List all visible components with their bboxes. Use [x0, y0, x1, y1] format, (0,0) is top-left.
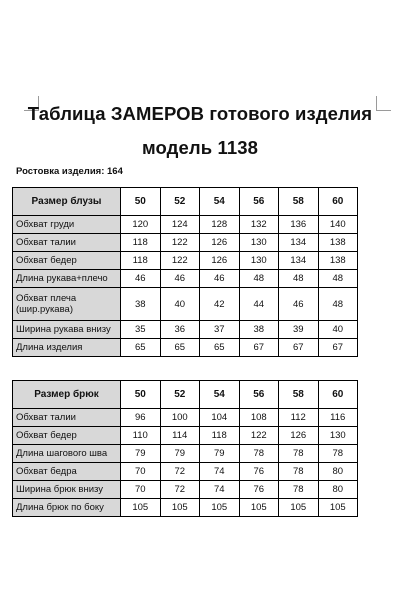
table-row [13, 463, 358, 481]
measurement-value: 78 [279, 481, 319, 499]
measurement-value: 48 [279, 270, 319, 288]
measurement-value: 124 [160, 216, 200, 234]
model-number: модель 1138 [141, 137, 259, 158]
size-header-cell: 60 [318, 188, 358, 216]
measurement-label: Длина рукава+плечо [13, 270, 121, 288]
measurement-value: 46 [121, 270, 161, 288]
measurement-value: 140 [318, 216, 358, 234]
size-header-cell: 50 [121, 188, 161, 216]
measurement-value: 118 [121, 234, 161, 252]
size-header-label: Размер блузы [13, 188, 121, 216]
table-header-row [13, 381, 358, 409]
measurement-value: 70 [121, 463, 161, 481]
measurement-value: 126 [279, 427, 319, 445]
measurement-label: Обхват бедра [13, 463, 121, 481]
measurement-value: 118 [121, 252, 161, 270]
measurement-value: 72 [160, 463, 200, 481]
table-row [13, 409, 358, 427]
size-header-cell: 58 [279, 188, 319, 216]
measurement-value: 130 [239, 234, 279, 252]
measurement-label: Обхват плеча (шир.рукава) [13, 288, 121, 321]
measurement-value: 78 [279, 463, 319, 481]
table-row [13, 216, 358, 234]
measurement-value: 40 [318, 321, 358, 339]
measurement-value: 105 [121, 499, 161, 517]
measurement-value: 36 [160, 321, 200, 339]
measurement-value: 35 [121, 321, 161, 339]
measurement-label: Обхват талии [13, 234, 121, 252]
measurement-value: 72 [160, 481, 200, 499]
measurement-value: 79 [160, 445, 200, 463]
table-row [13, 252, 358, 270]
table-row [13, 270, 358, 288]
size-header-cell: 60 [318, 381, 358, 409]
measurement-value: 65 [200, 339, 240, 357]
measurement-value: 130 [239, 252, 279, 270]
measurement-value: 65 [160, 339, 200, 357]
blouse-size-table [12, 187, 358, 357]
measurement-value: 105 [239, 499, 279, 517]
measurement-value: 105 [279, 499, 319, 517]
size-header-cell: 56 [239, 188, 279, 216]
measurement-value: 128 [200, 216, 240, 234]
measurement-value: 134 [279, 234, 319, 252]
table-row [13, 321, 358, 339]
size-header-cell: 54 [200, 381, 240, 409]
measurement-value: 120 [121, 216, 161, 234]
measurement-value: 46 [160, 270, 200, 288]
table-row [13, 339, 358, 357]
measurement-value: 80 [318, 463, 358, 481]
size-header-cell: 52 [160, 381, 200, 409]
pants-size-table [12, 380, 358, 517]
measurement-value: 132 [239, 216, 279, 234]
measurement-value: 122 [160, 252, 200, 270]
measurement-label: Длина брюк по боку [13, 499, 121, 517]
measurement-value: 78 [318, 445, 358, 463]
measurement-value: 74 [200, 481, 240, 499]
measurement-value: 80 [318, 481, 358, 499]
table-row [13, 445, 358, 463]
measurement-label: Обхват бедер [13, 427, 121, 445]
measurement-value: 96 [121, 409, 161, 427]
size-header-cell: 50 [121, 381, 161, 409]
measurement-value: 112 [279, 409, 319, 427]
measurement-value: 70 [121, 481, 161, 499]
measurement-label: Ширина брюк внизу [13, 481, 121, 499]
size-header-cell: 52 [160, 188, 200, 216]
measurement-value: 44 [239, 288, 279, 321]
measurement-value: 108 [239, 409, 279, 427]
measurement-value: 138 [318, 252, 358, 270]
measurement-value: 100 [160, 409, 200, 427]
measurement-value: 122 [239, 427, 279, 445]
table-row [13, 499, 358, 517]
measurement-value: 105 [200, 499, 240, 517]
measurement-value: 39 [279, 321, 319, 339]
measurement-value: 116 [318, 409, 358, 427]
measurement-label: Ширина рукава внизу [13, 321, 121, 339]
measurement-value: 37 [200, 321, 240, 339]
table-row [13, 481, 358, 499]
size-header-cell: 58 [279, 381, 319, 409]
table-row [13, 288, 358, 321]
measurement-value: 105 [160, 499, 200, 517]
size-header-cell: 54 [200, 188, 240, 216]
page-title: Таблица ЗАМЕРОВ готового изделия [27, 103, 373, 124]
measurement-value: 110 [121, 427, 161, 445]
measurement-value: 136 [279, 216, 319, 234]
measurement-value: 38 [239, 321, 279, 339]
measurement-value: 40 [160, 288, 200, 321]
measurement-label: Длина шагового шва [13, 445, 121, 463]
table-row [13, 234, 358, 252]
measurement-value: 67 [279, 339, 319, 357]
measurement-value: 48 [239, 270, 279, 288]
measurement-value: 138 [318, 234, 358, 252]
measurement-value: 105 [318, 499, 358, 517]
measurement-value: 134 [279, 252, 319, 270]
measurement-label: Обхват груди [13, 216, 121, 234]
measurement-value: 76 [239, 481, 279, 499]
measurement-value: 42 [200, 288, 240, 321]
table-row [13, 427, 358, 445]
measurement-value: 74 [200, 463, 240, 481]
measurement-value: 79 [121, 445, 161, 463]
measurement-value: 48 [318, 270, 358, 288]
measurement-value: 46 [279, 288, 319, 321]
measurement-value: 126 [200, 234, 240, 252]
measurement-label: Обхват бедер [13, 252, 121, 270]
measurement-value: 46 [200, 270, 240, 288]
measurement-value: 48 [318, 288, 358, 321]
measurement-value: 67 [318, 339, 358, 357]
measurement-value: 114 [160, 427, 200, 445]
table-header-row [13, 188, 358, 216]
measurement-value: 79 [200, 445, 240, 463]
measurement-value: 122 [160, 234, 200, 252]
measurement-value: 78 [239, 445, 279, 463]
measurement-value: 76 [239, 463, 279, 481]
measurement-value: 78 [279, 445, 319, 463]
measurement-value: 126 [200, 252, 240, 270]
measurement-value: 118 [200, 427, 240, 445]
measurement-value: 104 [200, 409, 240, 427]
measurement-label: Обхват талии [13, 409, 121, 427]
size-header-cell: 56 [239, 381, 279, 409]
measurement-value: 67 [239, 339, 279, 357]
measurement-value: 65 [121, 339, 161, 357]
measurement-value: 38 [121, 288, 161, 321]
measurement-value: 130 [318, 427, 358, 445]
height-note: Ростовка изделия: 164 [16, 166, 123, 177]
measurement-label: Длина изделия [13, 339, 121, 357]
size-header-label: Размер брюк [13, 381, 121, 409]
